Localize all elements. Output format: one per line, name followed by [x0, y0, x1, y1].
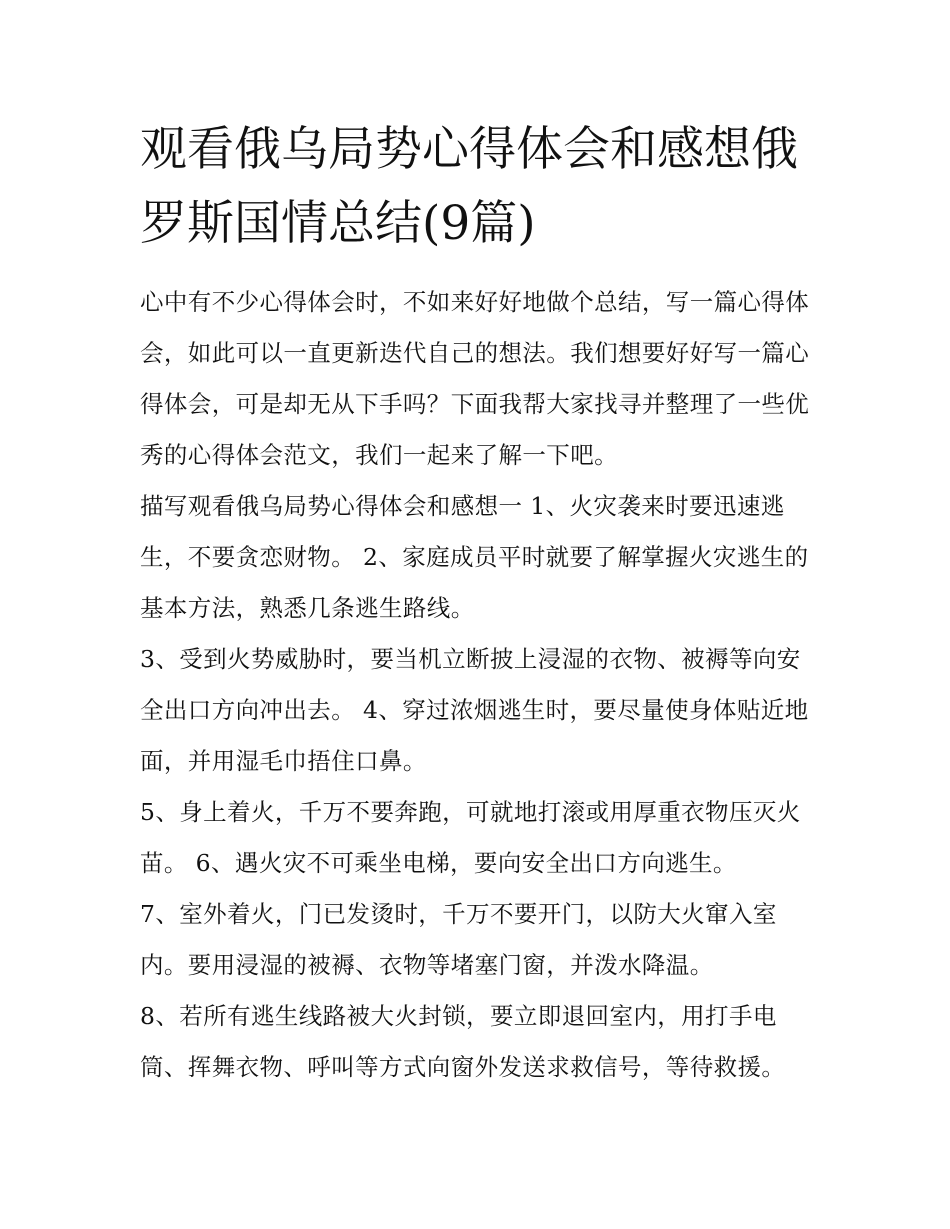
paragraph-item-7: 7、室外着火，门已发烫时，千万不要开门，以防大火窜入室内。要用浸湿的被褥、衣物等堵塞门窗，并泼水降温。 — [140, 900, 777, 979]
paragraph-intro: 心中有不少心得体会时，不如来好好地做个总结，写一篇心得体会，如此可以一直更新迭代自己的想法。我们想要好好写一篇心得体会，可是却无从下手吗？下面我帮大家找寻并整理了一些优秀的心得体会范文，我们一起来了解一下吧。 — [140, 288, 810, 469]
paragraph-item-5-6: 5、身上着火，千万不要奔跑，可就地打滚或用厚重衣物压灭火苗。 6、遇火灾不可乘坐电梯，要向安全出口方向逃生。 — [140, 798, 801, 877]
paragraph-item-8: 8、若所有逃生线路被大火封锁，要立即退回室内，用打手电筒、挥舞衣物、呼叫等方式向窗外发送求救信号，等待救援。 — [140, 1002, 786, 1081]
paragraph-item-3-4: 3、受到火势威胁时，要当机立断披上浸湿的衣物、被褥等向安全出口方向冲出去。 4、穿过浓烟逃生时，要尽量使身体贴近地面，并用湿毛巾捂住口鼻。 — [140, 645, 809, 775]
document-title: 观看俄乌局势心得体会和感想俄罗斯国情总结(9篇) — [140, 122, 798, 251]
document-body — [140, 277, 812, 1093]
paragraph-item-1-2: 描写观看俄乌局势心得体会和感想一 1、火灾袭来时要迅速逃生，不要贪恋财物。 2、家庭成员平时就要了解掌握火灾逃生的基本方法，熟悉几条逃生路线。 — [140, 492, 809, 622]
